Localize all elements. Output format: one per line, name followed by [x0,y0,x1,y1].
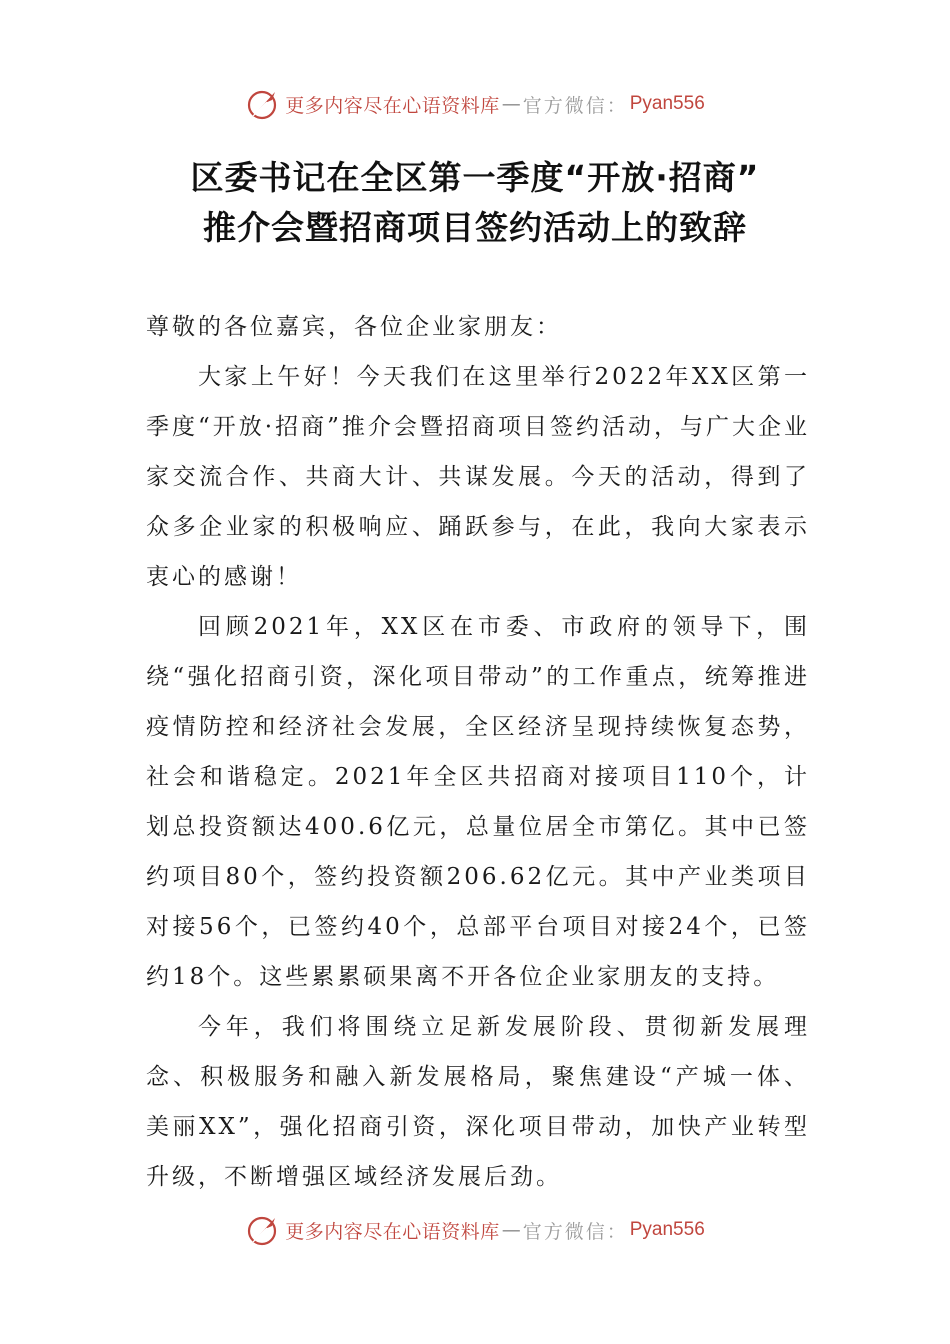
watermark-official-label: 官方微信： [522,94,628,117]
paragraph: 大家上午好！今天我们在这里举行2022年XX区第一季度“开放·招商”推介会暨招商项目签约活动，与广大企业家交流合作、共商大计、共谋发展。今天的活动，得到了众多企业家的积极响应、踊跃参与，在此，我向大家表示衷心的感谢！ [146,364,810,590]
watermark-official-label: 官方微信： [522,1220,628,1243]
watermark-header [0,84,950,124]
watermark-dash: — [501,1219,521,1241]
greeting: 尊敬的各位嘉宾，各位企业家朋友： [146,314,562,340]
watermark-wechat-id: Pyan556 [629,93,705,114]
watermark-dash: — [501,93,521,115]
watermark-footer [0,1210,950,1250]
paragraph: 今年，我们将围绕立足新发展阶段、贯彻新发展理念、积极服务和融入新发展格局，聚焦建设“产城一体、美丽XX”，强化招商引资，深化项目带动，加快产业转型升级，不断增强区域经济发展后劲。 [146,1014,810,1190]
watermark-wechat-id: Pyan556 [629,1219,705,1240]
quill-logo-icon [245,86,281,122]
document-title-line-1: 区委书记在全区第一季度“开放·招商” [190,158,760,197]
watermark-slogan: 更多内容尽在心语资料库 [285,94,500,117]
document-body [146,302,810,1202]
document-title-line-2: 推介会暨招商项目签约活动上的致辞 [203,208,747,247]
watermark-slogan: 更多内容尽在心语资料库 [285,1220,500,1243]
quill-logo-icon [245,1212,281,1248]
paragraph: 回顾2021年，XX区在市委、市政府的领导下，围绕“强化招商引资，深化项目带动”的工作重点，统筹推进疫情防控和经济社会发展，全区经济呈现持续恢复态势，社会和谐稳定。2021年全区共招商对接项目110个，计划总投资额达400.6亿元，总量位居全市第亿。其中已签约项目80个，签约投资额206.62亿元。其中产业类项目对接56个，已签约40个，总部平台项目对接24个，已签约18个。这些累累硕果离不开各位企业家朋友的支持。 [146,614,810,990]
